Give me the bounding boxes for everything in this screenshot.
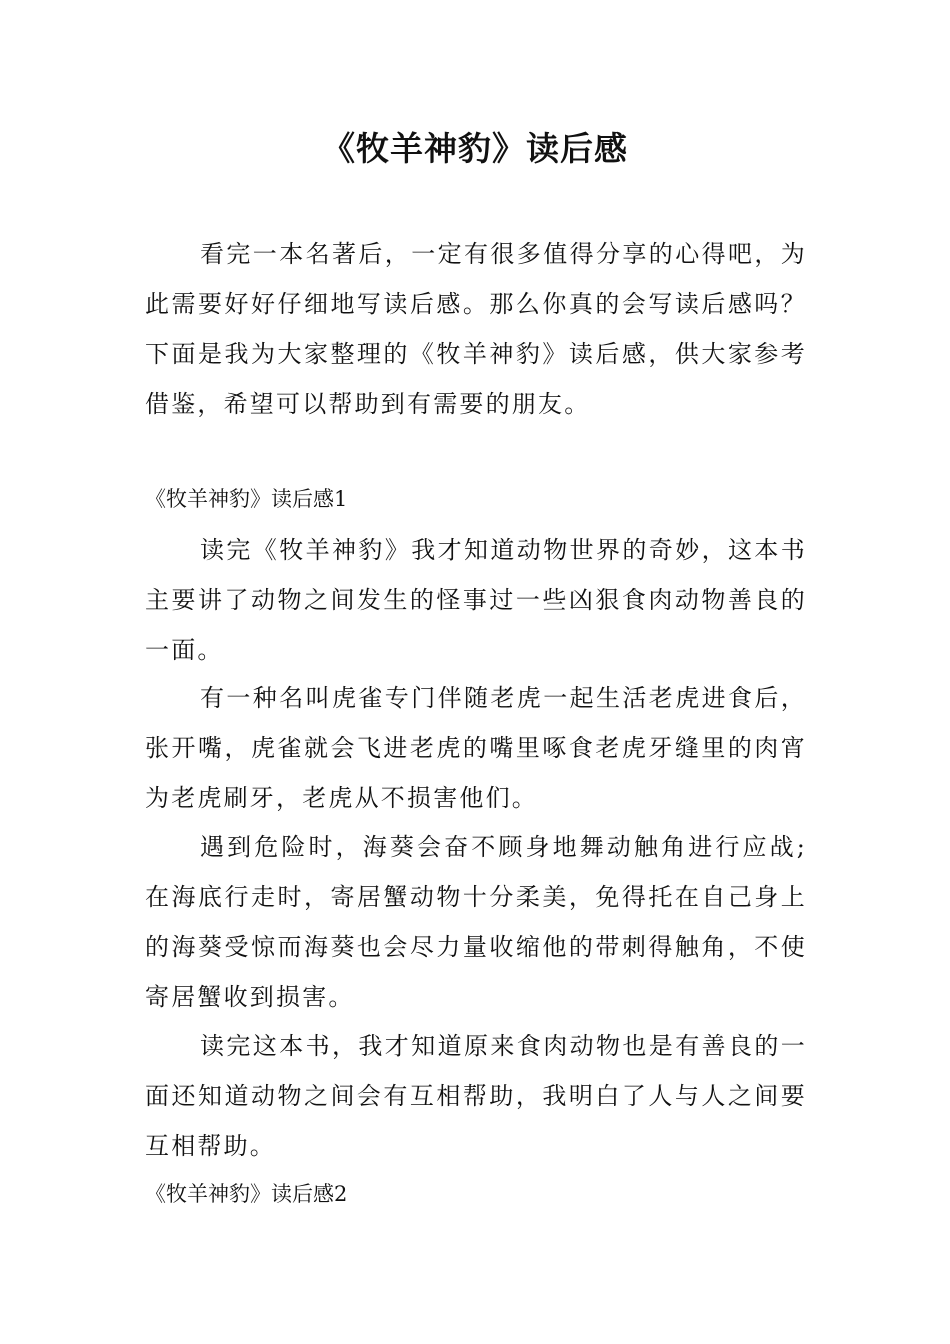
section-1-paragraph-3: 遇到危险时，海葵会奋不顾身地舞动触角进行应战;在海底行走时，寄居蟹动物十分柔美，免得托在自己身上的海葵受惊而海葵也会尽力量收缩他的带刺得触角，不使寄居蟹收到损害。	[145, 833, 807, 1011]
section-heading-1: 《牧羊神豹》读后感1	[145, 487, 348, 511]
section-1-paragraph-1: 读完《牧羊神豹》我才知道动物世界的奇妙，这本书主要讲了动物之间发生的怪事过一些凶狠食肉动物善良的一面。	[145, 536, 807, 664]
intro-paragraph: 看完一本名著后，一定有很多值得分享的心得吧，为此需要好好仔细地写读后感。那么你真的会写读后感吗？下面是我为大家整理的《牧羊神豹》读后感，供大家参考借鉴，希望可以帮助到有需要的朋友。	[145, 240, 807, 418]
section-heading-2: 《牧羊神豹》读后感2	[145, 1182, 348, 1206]
section-1-paragraph-2: 有一种名叫虎雀专门伴随老虎一起生活老虎进食后，张开嘴，虎雀就会飞进老虎的嘴里啄食老虎牙缝里的肉宵为老虎刷牙，老虎从不损害他们。	[145, 684, 807, 812]
document-title: 《牧羊神豹》读后感	[322, 129, 628, 168]
section-1-paragraph-4: 读完这本书，我才知道原来食肉动物也是有善良的一面还知道动物之间会有互相帮助，我明白了人与人之间要互相帮助。	[145, 1032, 807, 1160]
